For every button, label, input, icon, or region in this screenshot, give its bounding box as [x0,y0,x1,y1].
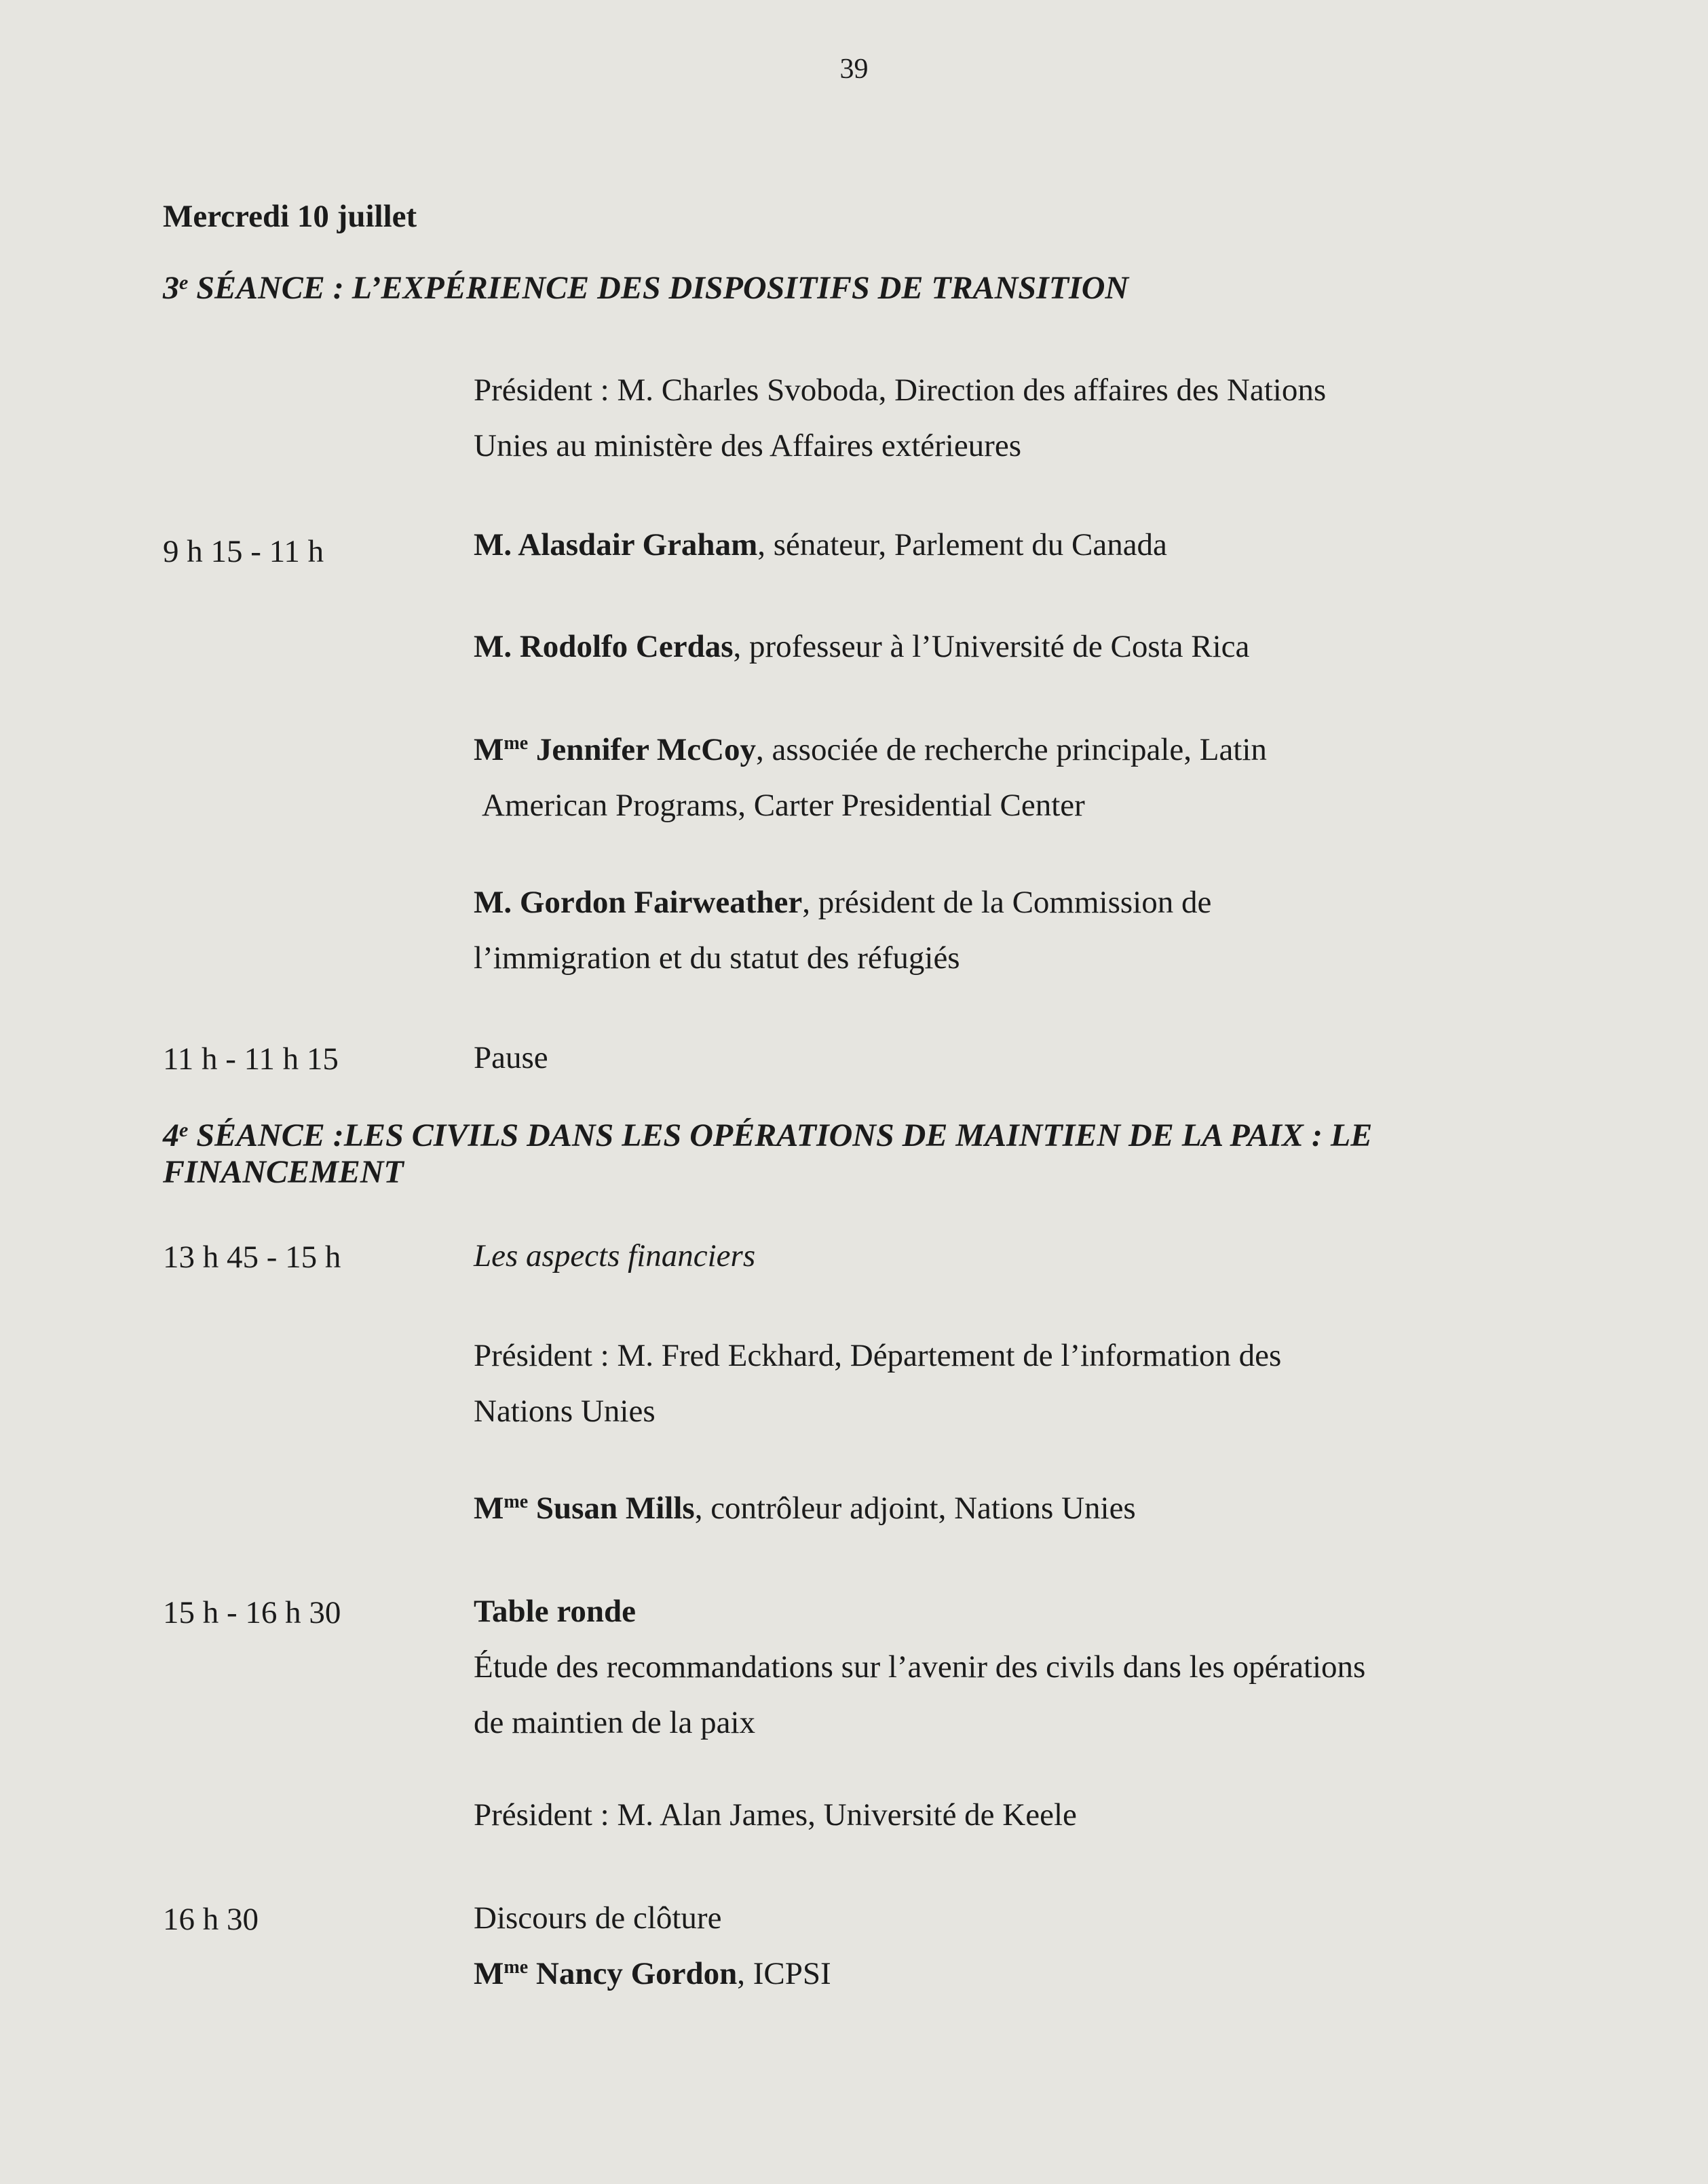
speaker-graham-role: , sénateur, Parlement du Canada [757,527,1167,562]
session-4-time-3: 16 h 30 [163,1902,259,1937]
session-3-president [474,362,1326,474]
speaker-mills-role: , contrôleur adjoint, Nations Unies [694,1491,1136,1526]
speaker-fairweather-name: M. Gordon Fairweather [474,885,803,920]
session-3-title [163,270,1561,307]
session-3-ordinal: e [179,271,189,294]
day-heading: Mercredi 10 juillet [163,199,417,234]
session-4-president [474,1328,1281,1439]
session-4-topic: Les aspects financiers [474,1238,756,1273]
speaker-cerdas [474,619,1249,674]
closing-name: Nancy Gordon [528,1956,738,1991]
speaker-mccoy [474,722,1267,833]
session-4-title-text: SÉANCE :LES CIVILS DANS LES OPÉRATIONS DE MAINTIEN DE LA PAIX : LE [188,1117,1373,1153]
break-time: 11 h - 11 h 15 [163,1041,339,1077]
session-4-title-line1 [163,1117,1561,1154]
session-4-title-line2: FINANCEMENT [163,1154,404,1190]
speaker-mills-honorific: me [504,1491,529,1512]
roundtable-title: Table ronde [474,1594,636,1629]
speaker-graham [474,517,1167,573]
speaker-mccoy-role-2: American Programs, Carter Presidential Center [482,788,1085,823]
speaker-graham-name: M. Alasdair Graham [474,527,758,562]
roundtable-president: Président : M. Alan James, Université de Keele [474,1797,1077,1833]
speaker-mccoy-role-1: , associée de recherche principale, Latin [756,732,1267,767]
roundtable-desc-line1: Étude des recommandations sur l’avenir des civils dans les opérations [474,1649,1366,1685]
speaker-mills [474,1480,1136,1536]
speaker-mccoy-prefix: M [474,732,504,767]
speaker-mccoy-honorific: me [504,733,529,754]
roundtable [474,1584,1365,1750]
speaker-mccoy-name: Jennifer McCoy [528,732,757,767]
session-4-ordinal: e [179,1119,189,1141]
session-4-number: 4 [163,1117,179,1153]
speaker-mills-prefix: M [474,1491,504,1526]
roundtable-desc-line2: de maintien de la paix [474,1705,756,1740]
speaker-mccoy-line1 [474,722,1267,778]
closing-label: Discours de clôture [474,1900,722,1936]
closing-honorific: me [504,1957,529,1978]
session-4-president-line2: Nations Unies [474,1394,656,1429]
break-label: Pause [474,1040,548,1075]
speaker-fairweather-role-1: , président de la Commission de [802,885,1212,920]
session-4-title [163,1117,1561,1191]
session-4-president-line1: Président : M. Fred Eckhard, Département de l’information des [474,1338,1282,1373]
speaker-cerdas-role: , professeur à l’Université de Costa Rica [733,629,1250,664]
session-4-time-2: 15 h - 16 h 30 [163,1595,341,1630]
speaker-fairweather [474,875,1211,986]
session-3-president-line2: Unies au ministère des Affaires extérieures [474,428,1021,463]
closing [474,1890,831,2001]
session-3-number: 3 [163,270,179,306]
closing-org: , ICPSI [737,1956,831,1991]
speaker-cerdas-name: M. Rodolfo Cerdas [474,629,734,664]
closing-prefix: M [474,1956,504,1991]
speaker-mills-name: Susan Mills [528,1491,695,1526]
session-3-time-1: 9 h 15 - 11 h [163,534,324,569]
session-4-time-1: 13 h 45 - 15 h [163,1240,341,1275]
speaker-fairweather-role-2: l’immigration et du statut des réfugiés [474,940,960,976]
page-number: 39 [839,54,869,85]
closing-speaker [474,1946,831,2001]
session-3-title-text: SÉANCE : L’EXPÉRIENCE DES DISPOSITIFS DE TRANSITION [188,270,1129,306]
session-3-president-line1: Président : M. Charles Svoboda, Direction des affaires des Nations [474,372,1327,408]
speaker-fairweather-line1 [474,875,1211,930]
